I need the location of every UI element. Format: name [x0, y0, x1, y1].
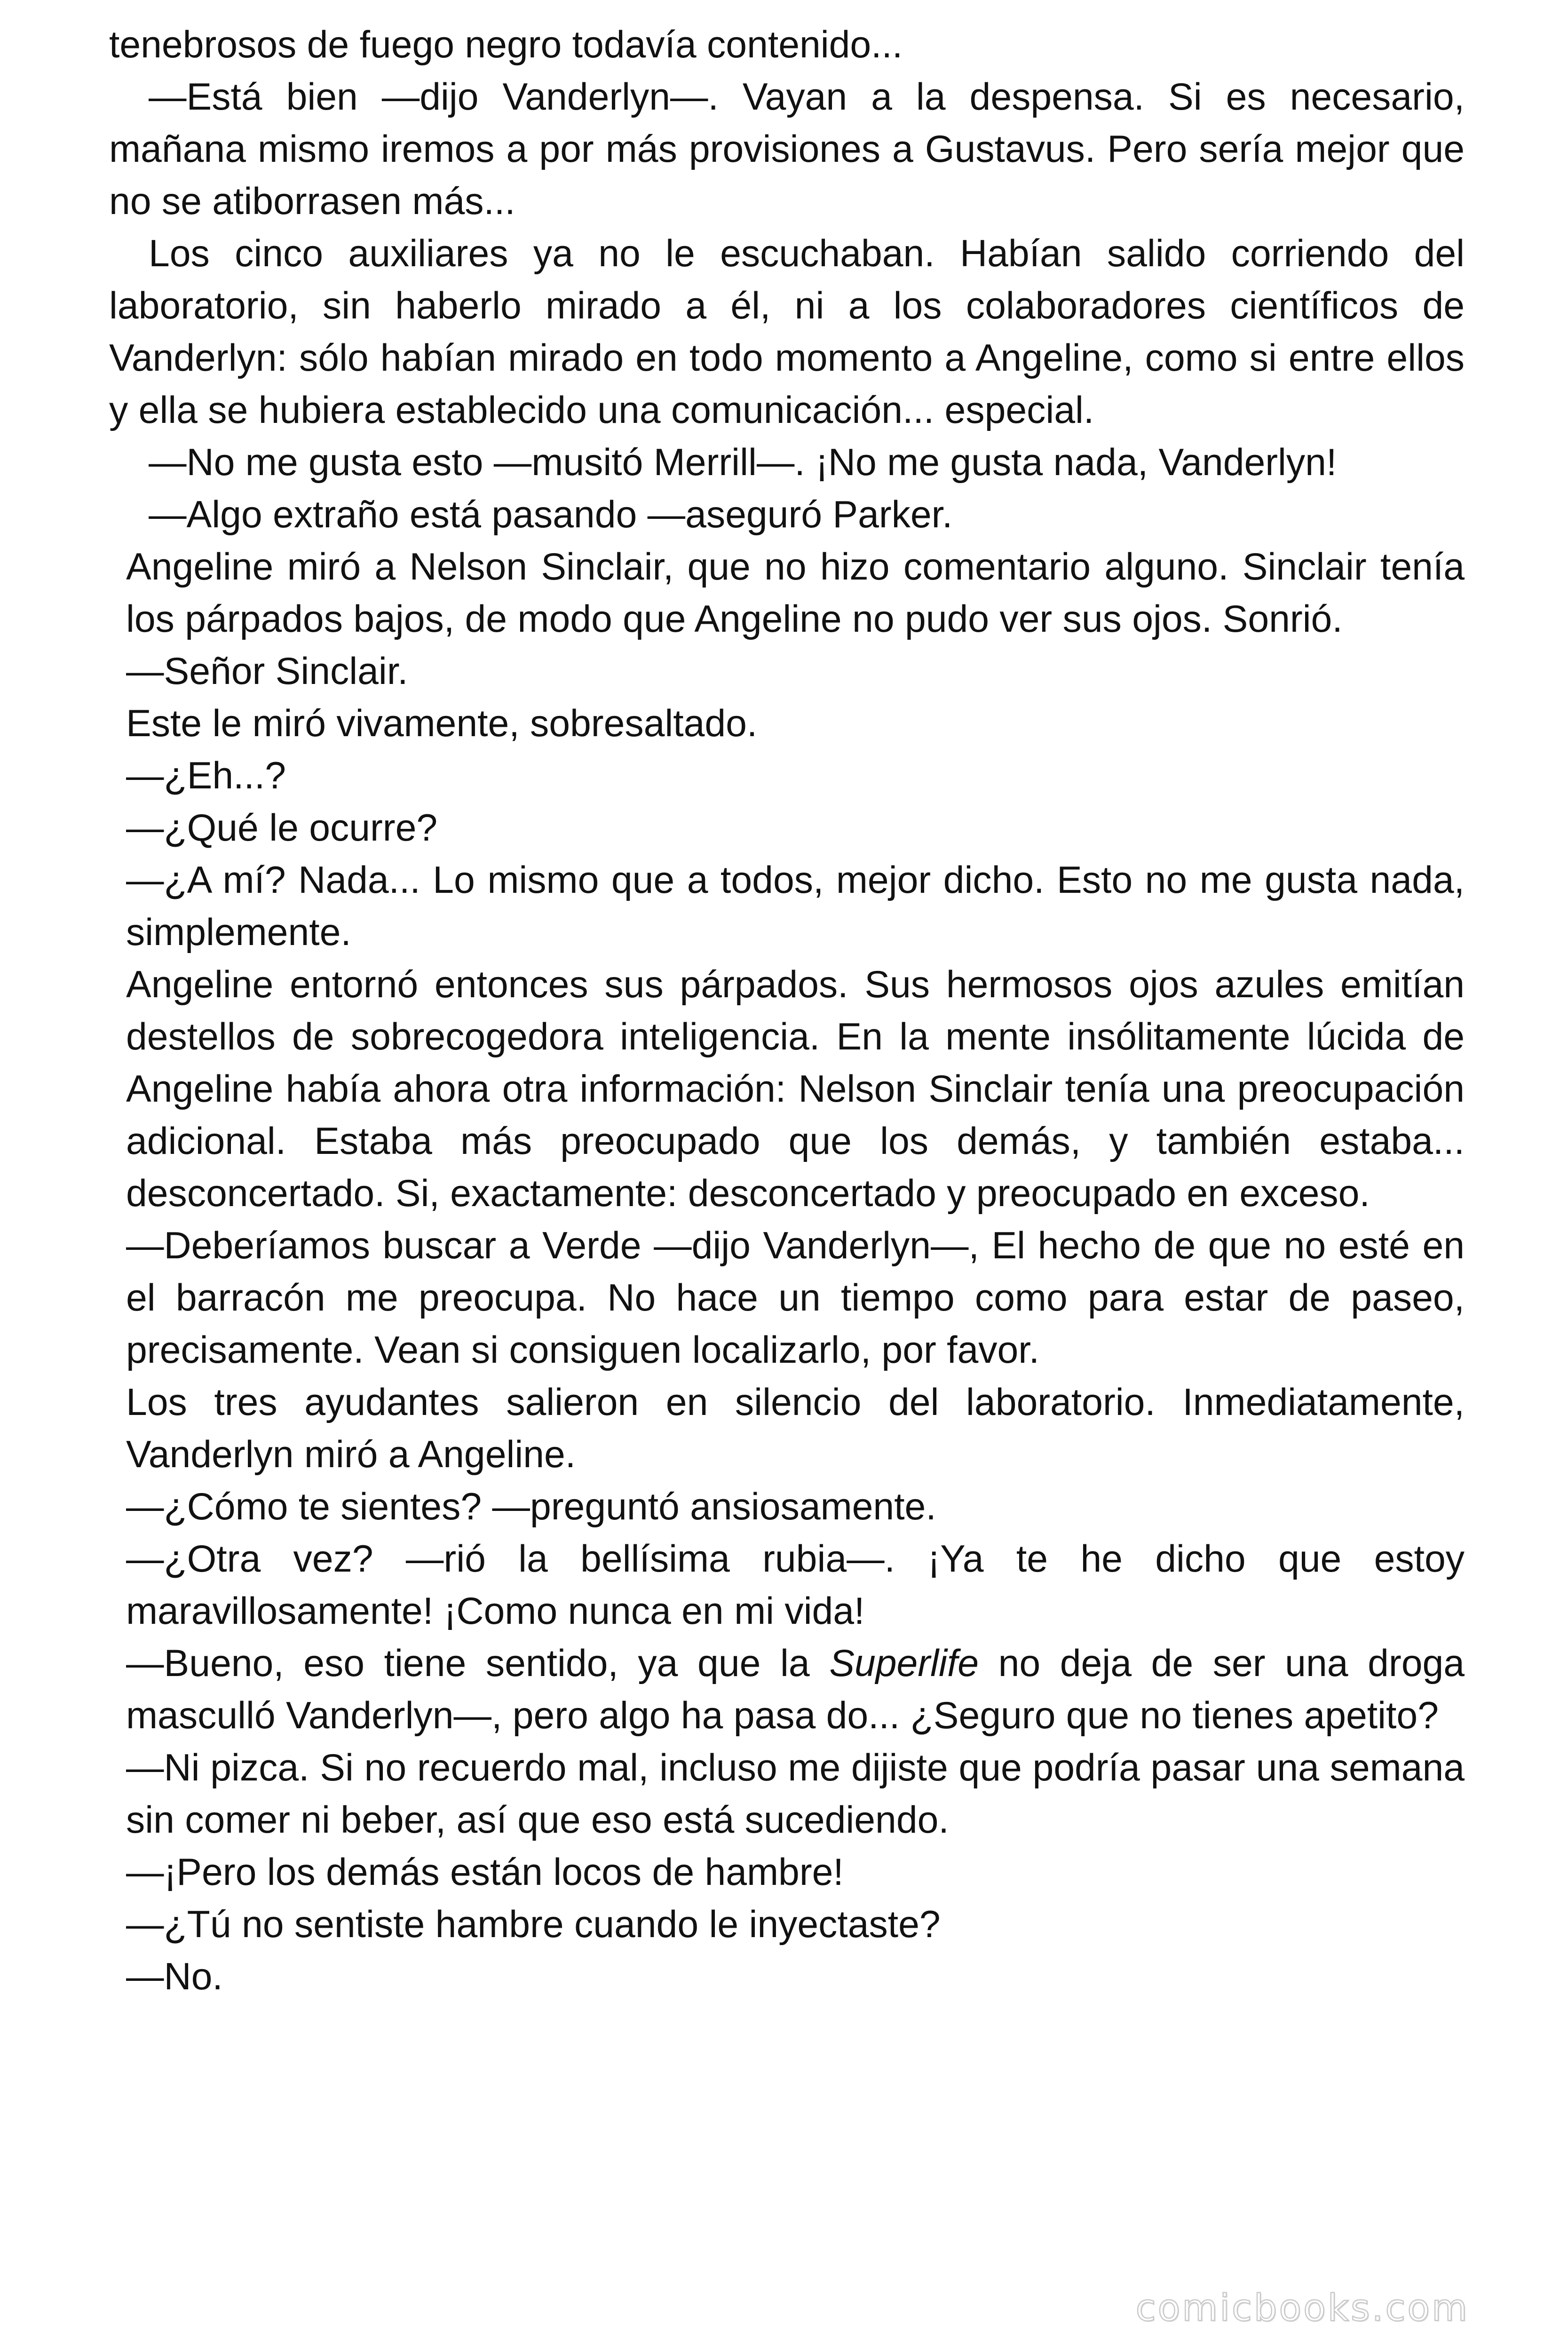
paragraph: Los cinco auxiliares ya no le escuchaban. Habían salido corriendo del laboratorio, sin haberlo mirado a él, ni a los colaboradores científicos de Vanderlyn: sólo habían mirado en todo momento a Angeline, como si entre ellos y ella se hubiera establecido una comunicación... especial. — [109, 232, 1465, 431]
paragraph: —Algo extraño está pasando —aseguró Parker. — [149, 493, 953, 536]
paragraph: Este le miró vivamente, sobresaltado. — [126, 702, 758, 745]
paragraph: —No. — [126, 1955, 223, 1998]
paragraph: —Ni pizca. Si no recuerdo mal, incluso me dijiste que podría pasar una semana sin comer ni beber, así que eso está sucediendo. — [126, 1747, 1465, 1841]
paragraph: —Señor Sinclair. — [126, 650, 408, 692]
paragraph: Los tres ayudantes salieron en silencio del laboratorio. Inmediatamente, Vanderlyn miró a Angeline. — [126, 1381, 1465, 1476]
italic-term: Superlife — [829, 1642, 979, 1685]
paragraph: —¿Eh...? — [126, 755, 286, 797]
paragraph: Angeline miró a Nelson Sinclair, que no hizo comentario alguno. Sinclair tenía los párpados bajos, de modo que Angeline no pudo ver sus ojos. Sonrió. — [126, 546, 1465, 640]
text-run: no deja de ser una droga masculló Vanderlyn—, pero algo ha pasa do... ¿Seguro que no tienes apetito? — [126, 1642, 1465, 1737]
text-run: —Bueno, eso tiene sentido, ya que la — [126, 1642, 830, 1685]
paragraph: —¿Otra vez? —rió la bellísima rubia—. ¡Ya te he dicho que estoy maravillosamente! ¡Como nunca en mi vida! — [126, 1538, 1465, 1632]
paragraph: —¿Cómo te sientes? —preguntó ansiosamente. — [126, 1486, 936, 1528]
paragraph-superlife — [126, 1637, 1465, 1742]
paragraph: —¡Pero los demás están locos de hambre! — [126, 1851, 844, 1893]
narrative-indented — [109, 19, 1465, 541]
narrative-block — [109, 541, 1465, 2003]
paragraph: —¿Qué le ocurre? — [126, 807, 438, 849]
watermark-logo: comicbooks.com — [1135, 2287, 1469, 2329]
paragraph: —No me gusta esto —musitó Merrill—. ¡No me gusta nada, Vanderlyn! — [149, 441, 1337, 484]
paragraph: —Deberíamos buscar a Verde —dijo Vanderlyn—, El hecho de que no esté en el barracón me preocupa. No hace un tiempo como para estar de paseo, precisamente. Vean si consiguen localizarlo, por favor. — [126, 1224, 1465, 1371]
page-text — [109, 19, 1465, 2003]
paragraph: —¿A mí? Nada... Lo mismo que a todos, mejor dicho. Esto no me gusta nada, simplemente. — [126, 859, 1465, 954]
paragraph: tenebrosos de fuego negro todavía contenido... — [109, 24, 903, 66]
paragraph: —¿Tú no sentiste hambre cuando le inyectaste? — [126, 1903, 941, 1946]
paragraph: Angeline entornó entonces sus párpados. Sus hermosos ojos azules emitían destellos de sobrecogedora inteligencia. En la mente insólitamente lúcida de Angeline había ahora otra información: Nelson Sinclair tenía una preocupación adicional. Estaba más preocupado que los demás, y también estaba... desconcertado. Si, exactamente: desconcertado y preocupado en exceso. — [126, 963, 1465, 1215]
paragraph: —Está bien —dijo Vanderlyn—. Vayan a la despensa. Si es necesario, mañana mismo iremos a por más provisiones a Gustavus. Pero sería mejor que no se atiborrasen más... — [109, 76, 1465, 222]
